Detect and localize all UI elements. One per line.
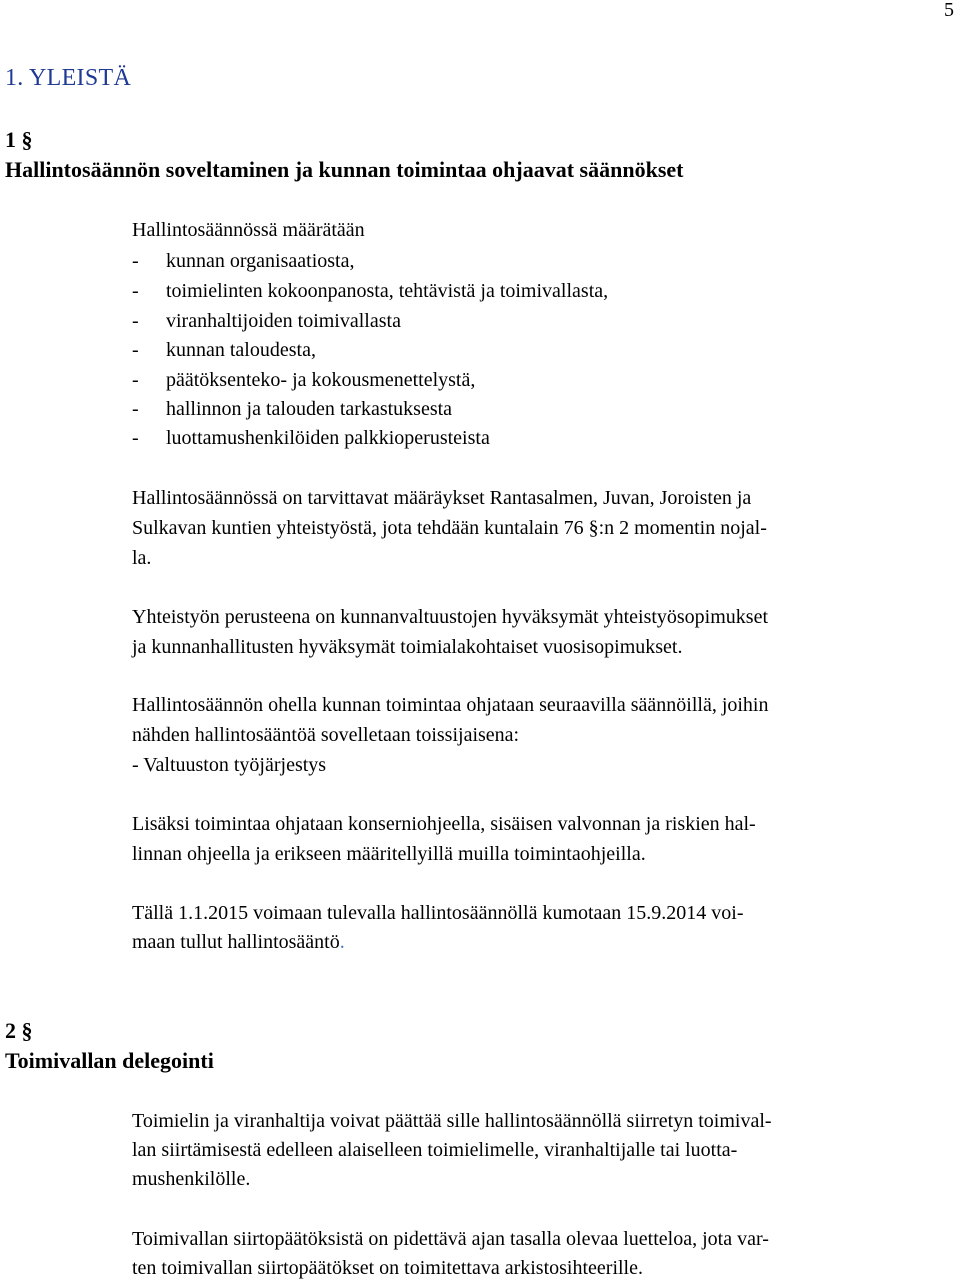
list-dash: - bbox=[132, 398, 139, 420]
paragraph-line: Lisäksi toimintaa ohjataan konserniohjeella, sisäisen valvonnan ja riskien hal- bbox=[132, 813, 756, 835]
paragraph-line bbox=[132, 928, 345, 957]
list-item-text: hallinnon ja talouden tarkastuksesta bbox=[166, 398, 453, 420]
list-item bbox=[132, 277, 608, 306]
paragraph-line: ja kunnanhallitusten hyväksymät toimialakohtaiset vuosisopimukset. bbox=[132, 636, 683, 658]
paragraph-line: - Valtuuston työjärjestys bbox=[132, 754, 327, 776]
list-dash: - bbox=[132, 250, 139, 272]
list-item-text: viranhaltijoiden toimivallasta bbox=[166, 310, 401, 332]
list-item bbox=[132, 366, 475, 395]
paragraph-line: la. bbox=[132, 547, 152, 569]
page-number: 5 bbox=[944, 0, 954, 21]
paragraph-line: nähden hallintosääntöä sovelletaan toissijaisena: bbox=[132, 724, 520, 746]
section-heading: Hallintosäännön soveltaminen ja kunnan toimintaa ohjaavat säännökset bbox=[5, 157, 684, 182]
list-item-text: toimielinten kokoonpanosta, tehtävistä ja toimivallasta, bbox=[166, 280, 609, 302]
list-item bbox=[132, 395, 452, 424]
paragraph-line: lan siirtämisestä edelleen alaiselleen toimielimelle, viranhaltijalle tai luotta- bbox=[132, 1139, 738, 1161]
list-dash: - bbox=[132, 310, 139, 332]
list-item-text: luottamushenkilöiden palkkioperusteista bbox=[166, 427, 490, 449]
list-dash: - bbox=[132, 369, 139, 391]
list-item-text: päätöksenteko- ja kokousmenettelystä, bbox=[166, 369, 476, 391]
list-item bbox=[132, 247, 354, 276]
paragraph-line: Toimivallan siirtopäätöksistä on pidettävä ajan tasalla olevaa luetteloa, jota var- bbox=[132, 1228, 769, 1250]
paragraph-line: Yhteistyön perusteena on kunnanvaltuustojen hyväksymät yhteistyösopimukset bbox=[132, 606, 769, 628]
list-item-text: kunnan organisaatiosta, bbox=[166, 250, 355, 272]
paragraph-line: mushenkilölle. bbox=[132, 1168, 251, 1190]
list-dash: - bbox=[132, 339, 139, 361]
trailing-dot: . bbox=[339, 931, 345, 953]
chapter-title: 1. YLEISTÄ bbox=[5, 65, 132, 91]
paragraph-line: linnan ohjeella ja erikseen määritellyillä muilla toimintaohjeilla. bbox=[132, 843, 646, 865]
paragraph-line: Toimielin ja viranhaltija voivat päättää sille hallintosäännöllä siirretyn toimival- bbox=[132, 1110, 772, 1132]
paragraph-line: Hallintosäännön ohella kunnan toimintaa ohjataan seuraavilla säännöillä, joihin bbox=[132, 694, 769, 716]
list-item bbox=[132, 336, 316, 365]
paragraph-line: Hallintosäännössä on tarvittavat määräykset Rantasalmen, Juvan, Joroisten ja bbox=[132, 487, 752, 509]
list-item bbox=[132, 307, 401, 336]
list-intro: Hallintosäännössä määrätään bbox=[132, 219, 365, 241]
list-item-text: kunnan taloudesta, bbox=[166, 339, 316, 361]
section-number: 2 § bbox=[5, 1018, 33, 1043]
paragraph-line: Sulkavan kuntien yhteistyöstä, jota tehdään kuntalain 76 §:n 2 momentin nojal- bbox=[132, 517, 767, 539]
list-item bbox=[132, 424, 490, 453]
list-dash: - bbox=[132, 427, 139, 449]
paragraph-line-text: maan tullut hallintosääntö bbox=[132, 931, 340, 953]
section-heading: Toimivallan delegointi bbox=[5, 1048, 214, 1073]
section-number: 1 § bbox=[5, 127, 33, 152]
paragraph-line: Tällä 1.1.2015 voimaan tulevalla hallintosäännöllä kumotaan 15.9.2014 voi- bbox=[132, 902, 744, 924]
paragraph-line: ten toimivallan siirtopäätökset on toimitettava arkistosihteerille. bbox=[132, 1257, 643, 1279]
list-dash: - bbox=[132, 280, 139, 302]
